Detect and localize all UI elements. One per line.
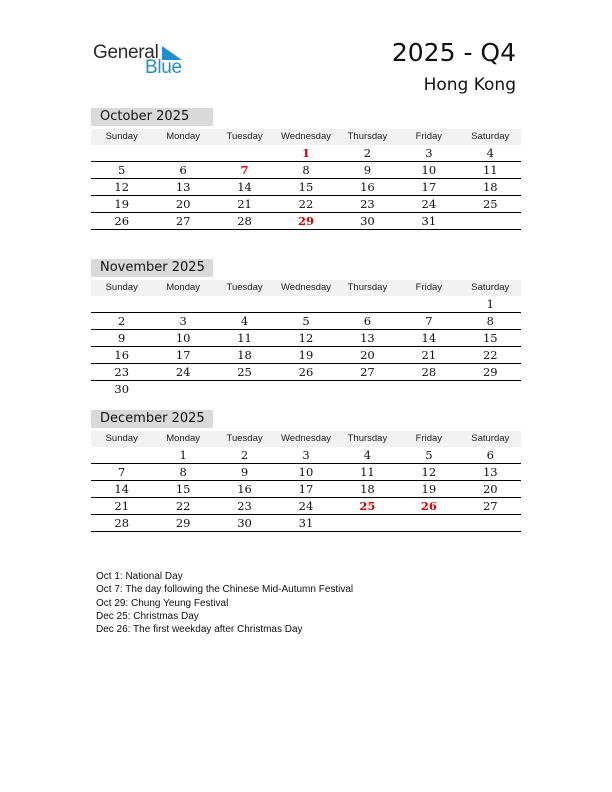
- day-cell: 21: [421, 348, 437, 362]
- day-cell: 15: [482, 331, 498, 345]
- day-cell: 16: [237, 482, 252, 496]
- day-cell: 30: [114, 382, 130, 396]
- week-row: [91, 347, 521, 364]
- day-cell: 20: [482, 482, 498, 496]
- day-cell: 12: [298, 331, 314, 345]
- weekday-label: Monday: [166, 433, 201, 444]
- day-cell: 2: [118, 314, 126, 328]
- day-cell: 18: [360, 482, 375, 496]
- holiday-note: Oct 7: The day following the Chinese Mid-Autumn Festival: [96, 584, 354, 596]
- day-cell: 14: [114, 482, 130, 496]
- day-cell: 15: [175, 482, 191, 496]
- weekday-header: [91, 129, 521, 145]
- empty-day-cell: [337, 296, 398, 312]
- day-cell: 3: [302, 448, 310, 462]
- weeks: [91, 296, 521, 398]
- day-cell: 22: [298, 197, 314, 211]
- day-cell: 12: [421, 465, 437, 479]
- day-cell: 15: [298, 180, 314, 194]
- day-cell: 8: [302, 163, 310, 177]
- weekday-label: Friday: [415, 433, 443, 444]
- day-cell: 13: [482, 465, 498, 479]
- week-row: [91, 364, 521, 381]
- weekday-label: Thursday: [347, 282, 388, 293]
- day-cell: 23: [114, 365, 130, 379]
- holiday-notes: [96, 570, 516, 636]
- day-cell: 27: [482, 499, 498, 513]
- day-cell: 29: [175, 516, 191, 530]
- day-cell: 27: [175, 214, 191, 228]
- day-cell: 29: [482, 365, 498, 379]
- day-cell: 4: [486, 146, 494, 160]
- day-cell: 6: [363, 314, 372, 328]
- day-cell: 11: [237, 331, 252, 345]
- day-cell: 22: [175, 499, 191, 513]
- day-cell: 25: [359, 499, 376, 513]
- empty-day-cell: [398, 515, 459, 531]
- day-cell: 19: [421, 482, 437, 496]
- weekday-label: Sunday: [105, 433, 138, 444]
- month-december: [91, 410, 521, 532]
- day-cell: 20: [360, 348, 375, 362]
- week-row: [91, 296, 521, 313]
- empty-day-cell: [460, 381, 521, 398]
- week-row: [91, 196, 521, 213]
- day-cell: 1: [486, 297, 494, 311]
- empty-day-cell: [398, 381, 459, 398]
- day-cell: 26: [114, 214, 130, 228]
- day-cell: 6: [179, 163, 187, 177]
- day-cell: 22: [482, 348, 498, 362]
- weekday-label: Monday: [166, 131, 201, 142]
- weekday-label: Tuesday: [226, 433, 263, 444]
- day-cell: 23: [360, 197, 375, 211]
- empty-day-cell: [275, 381, 336, 398]
- weeks: [91, 447, 521, 532]
- day-cell: 20: [175, 197, 191, 211]
- empty-day-cell: [460, 213, 521, 229]
- empty-day-cell: [337, 515, 398, 531]
- month-title: October 2025: [91, 108, 213, 126]
- day-cell: 6: [486, 448, 494, 462]
- day-cell: 30: [237, 516, 252, 530]
- day-cell: 18: [482, 180, 498, 194]
- day-cell: 24: [298, 499, 314, 513]
- day-cell: 7: [118, 465, 126, 479]
- day-cell: 14: [237, 180, 252, 194]
- holiday-note: Dec 26: The first weekday after Christmas Day: [96, 624, 303, 636]
- empty-day-cell: [337, 381, 398, 398]
- week-row: [91, 313, 521, 330]
- logo-text-general: General: [93, 42, 159, 63]
- week-row: [91, 447, 521, 464]
- day-cell: 2: [363, 146, 372, 160]
- day-cell: 1: [301, 146, 310, 160]
- weekday-label: Thursday: [347, 433, 388, 444]
- holiday-note: Oct 1: National Day: [96, 571, 183, 582]
- week-row: [91, 330, 521, 347]
- day-cell: 5: [118, 163, 126, 177]
- day-cell: 9: [240, 465, 249, 479]
- day-cell: 16: [114, 348, 130, 362]
- day-cell: 7: [240, 163, 249, 177]
- empty-day-cell: [398, 296, 459, 312]
- day-cell: 19: [114, 197, 130, 211]
- month-november: [91, 259, 521, 398]
- day-cell: 16: [360, 180, 375, 194]
- weekday-label: Wednesday: [280, 433, 331, 444]
- weekday-label: Monday: [166, 282, 201, 293]
- empty-day-cell: [91, 447, 152, 463]
- day-cell: 4: [363, 448, 372, 462]
- day-cell: 27: [360, 365, 375, 379]
- day-cell: 1: [179, 448, 187, 462]
- week-row: [91, 213, 521, 230]
- page-subtitle: Hong Kong: [423, 75, 516, 95]
- empty-day-cell: [152, 381, 213, 398]
- empty-day-cell: [91, 145, 152, 161]
- empty-day-cell: [152, 145, 213, 161]
- day-cell: 5: [425, 448, 433, 462]
- day-cell: 11: [482, 163, 498, 177]
- day-cell: 8: [486, 314, 494, 328]
- day-cell: 13: [175, 180, 191, 194]
- weekday-label: Friday: [415, 131, 443, 142]
- logo-text-blue: Blue: [145, 57, 182, 78]
- day-cell: 28: [237, 214, 252, 228]
- day-cell: 11: [360, 465, 375, 479]
- week-row: [91, 145, 521, 162]
- day-cell: 17: [298, 482, 314, 496]
- week-row: [91, 464, 521, 481]
- day-cell: 17: [175, 348, 191, 362]
- weekday-label: Wednesday: [280, 131, 331, 142]
- day-cell: 14: [421, 331, 437, 345]
- weekday-label: Saturday: [471, 433, 510, 444]
- day-cell: 23: [237, 499, 252, 513]
- weekday-label: Sunday: [105, 131, 138, 142]
- day-cell: 9: [363, 163, 372, 177]
- day-cell: 24: [421, 197, 437, 211]
- day-cell: 28: [114, 516, 130, 530]
- week-row: [91, 381, 521, 398]
- weekday-label: Saturday: [471, 282, 510, 293]
- day-cell: 12: [114, 180, 130, 194]
- month-october: [91, 108, 521, 230]
- weekday-label: Friday: [415, 282, 443, 293]
- empty-day-cell: [214, 145, 275, 161]
- week-row: [91, 162, 521, 179]
- empty-day-cell: [460, 515, 521, 531]
- week-row: [91, 498, 521, 515]
- day-cell: 3: [179, 314, 187, 328]
- day-cell: 25: [237, 365, 252, 379]
- day-cell: 13: [360, 331, 375, 345]
- empty-day-cell: [275, 296, 336, 312]
- empty-day-cell: [214, 296, 275, 312]
- weeks: [91, 145, 521, 230]
- empty-day-cell: [91, 296, 152, 312]
- day-cell: 18: [237, 348, 252, 362]
- day-cell: 5: [302, 314, 310, 328]
- empty-day-cell: [152, 296, 213, 312]
- day-cell: 7: [425, 314, 433, 328]
- weekday-label: Wednesday: [280, 282, 331, 293]
- weekday-label: Sunday: [105, 282, 138, 293]
- week-row: [91, 179, 521, 196]
- day-cell: 26: [420, 499, 437, 513]
- month-title: December 2025: [91, 410, 213, 428]
- day-cell: 30: [360, 214, 375, 228]
- day-cell: 10: [175, 331, 191, 345]
- month-title: November 2025: [91, 259, 213, 277]
- day-cell: 10: [298, 465, 314, 479]
- day-cell: 19: [298, 348, 314, 362]
- weekday-header: [91, 280, 521, 296]
- day-cell: 28: [421, 365, 437, 379]
- day-cell: 4: [240, 314, 249, 328]
- day-cell: 21: [237, 197, 252, 211]
- day-cell: 9: [118, 331, 126, 345]
- weekday-label: Tuesday: [226, 282, 263, 293]
- day-cell: 31: [298, 516, 314, 530]
- day-cell: 8: [179, 465, 187, 479]
- day-cell: 17: [421, 180, 437, 194]
- day-cell: 10: [421, 163, 437, 177]
- holiday-note: Oct 29: Chung Yeung Festival: [96, 597, 229, 609]
- day-cell: 21: [114, 499, 130, 513]
- page-title: 2025 - Q4: [391, 38, 516, 67]
- weekday-label: Tuesday: [226, 131, 263, 142]
- weekday-label: Saturday: [471, 131, 510, 142]
- day-cell: 31: [421, 214, 437, 228]
- day-cell: 2: [240, 448, 249, 462]
- day-cell: 24: [175, 365, 191, 379]
- day-cell: 29: [297, 214, 314, 228]
- empty-day-cell: [214, 381, 275, 398]
- week-row: [91, 515, 521, 532]
- week-row: [91, 481, 521, 498]
- logo: [93, 42, 193, 78]
- weekday-header: [91, 431, 521, 447]
- holiday-note: Dec 25: Christmas Day: [96, 610, 199, 622]
- day-cell: 26: [298, 365, 314, 379]
- day-cell: 3: [425, 146, 433, 160]
- day-cell: 25: [482, 197, 498, 211]
- weekday-label: Thursday: [347, 131, 388, 142]
